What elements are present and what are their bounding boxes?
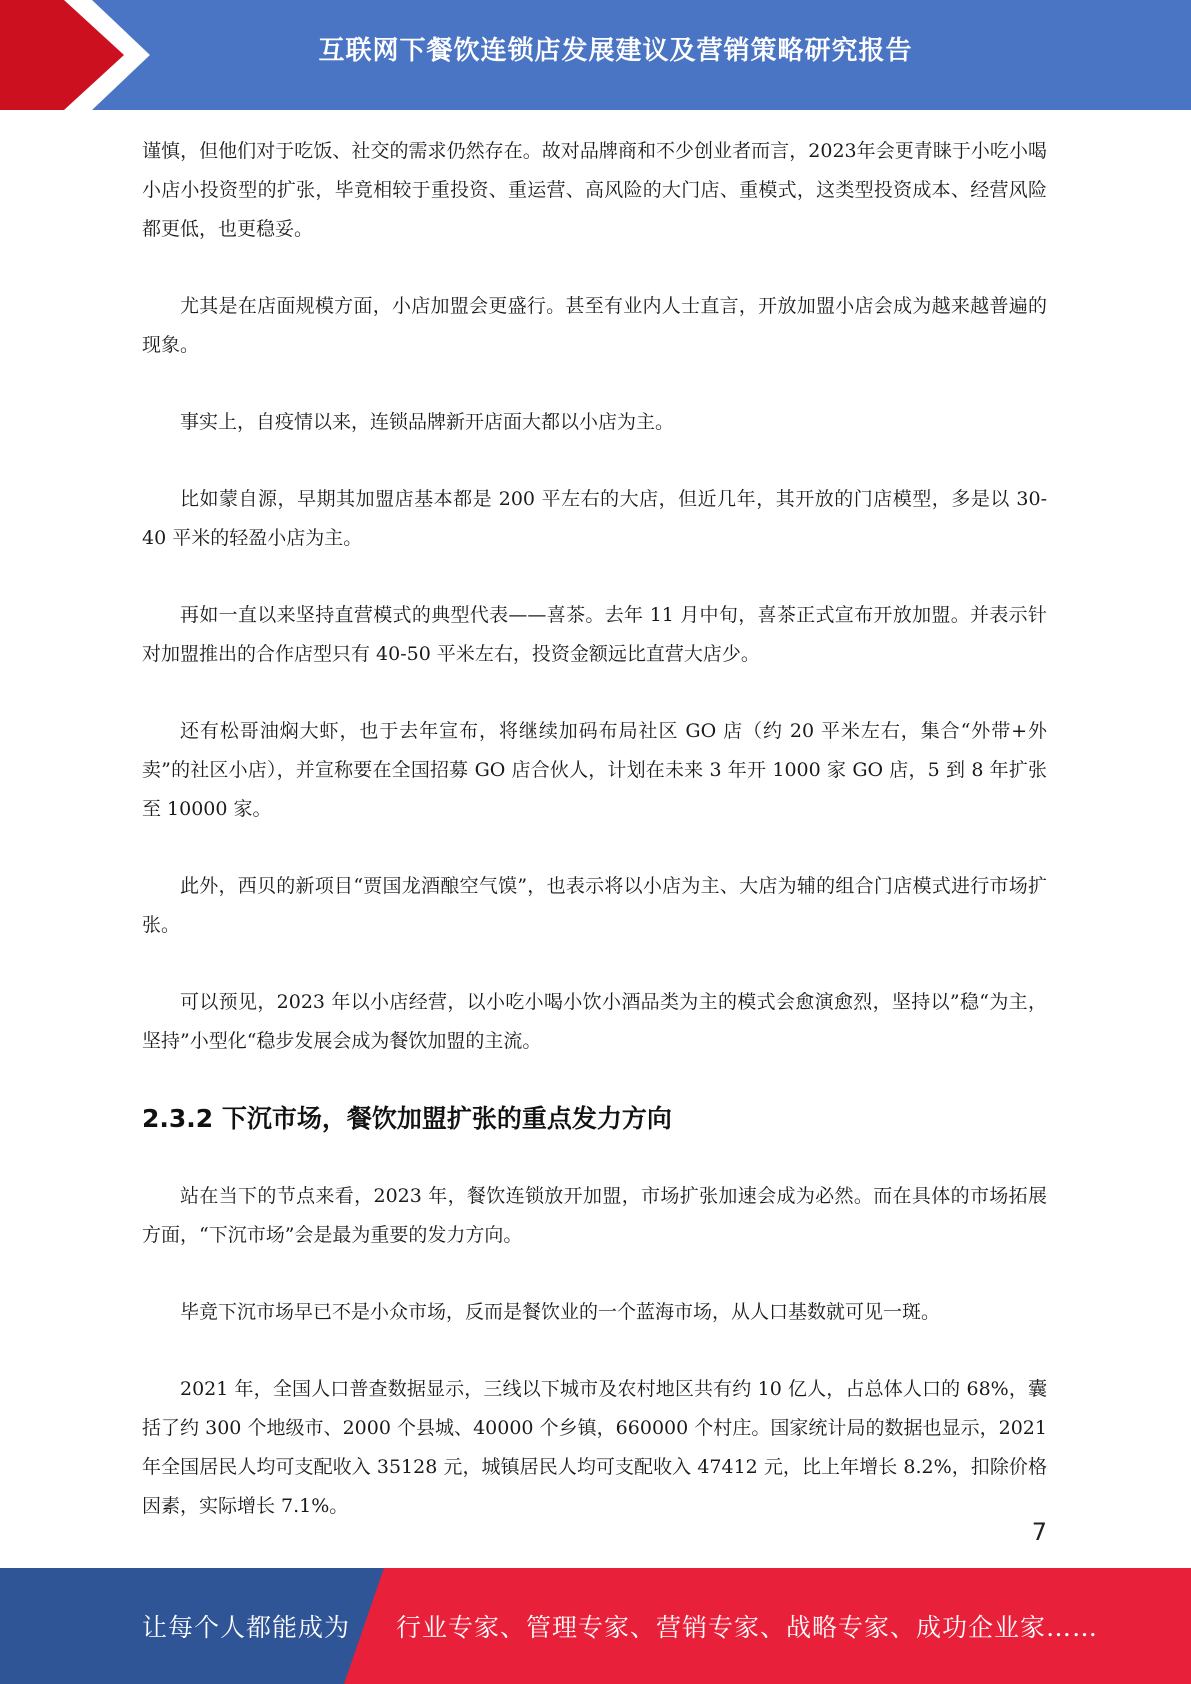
paragraph: 2021 年，全国人口普查数据显示，三线以下城市及农村地区共有约 10 亿人，占总体人口的 68%，囊括了约 300 个地级市、2000 个县城、40000 个乡镇，660000 个村庄。国家统计局的数据也显示，2021 年全国居民人均可支配收入 35128 元，城镇居民人均可支配收入 47412 元，比上年增长 8.2%，扣除价格因素，实际增长 7.1%。 <box>142 1378 1047 1517</box>
section-heading: 2.3.2 下沉市场，餐饮加盟扩张的重点发力方向 <box>142 1104 672 1133</box>
paragraph: 可以预见，2023 年以小店经营，以小吃小喝小饮小酒品类为主的模式会愈演愈烈，坚持以”稳“为主，坚持”小型化“稳步发展会成为餐饮加盟的主流。 <box>142 991 1047 1052</box>
paragraph: 站在当下的节点来看，2023 年，餐饮连锁放开加盟，市场扩张加速会成为必然。而在具体的市场拓展方面，“下沉市场”会是最为重要的发力方向。 <box>142 1185 1047 1246</box>
paragraph: 比如蒙自源，早期其加盟店基本都是 200 平左右的大店，但近几年，其开放的门店模型，多是以 30-40 平米的轻盈小店为主。 <box>142 488 1047 549</box>
page-content <box>142 132 1047 1564</box>
footer-slogan-left: 让每个人都能成为 <box>142 1613 351 1642</box>
footer-slogan-right: 行业专家、管理专家、营销专家、战略专家、成功企业家…… <box>396 1613 1099 1642</box>
paragraph: 再如一直以来坚持直营模式的典型代表——喜茶。去年 11 月中旬，喜茶正式宣布开放加盟。并表示针对加盟推出的合作店型只有 40-50 平米左右，投资金额远比直营大店少。 <box>142 604 1047 665</box>
report-title: 互联网下餐饮连锁店发展建议及营销策略研究报告 <box>318 35 913 66</box>
page-footer <box>0 1568 1191 1684</box>
paragraph: 还有松哥油焖大虾，也于去年宣布，将继续加码布局社区 GO 店（约 20 平米左右，集合“外带+外卖”的社区小店），并宣称要在全国招募 GO 店合伙人，计划在未来 3 年开 1000 家 GO 店，5 到 8 年扩张至 10000 家。 <box>142 720 1047 820</box>
paragraph: 谨慎，但他们对于吃饭、社交的需求仍然存在。故对品牌商和不少创业者而言，2023年会更青睐于小吃小喝小店小投资型的扩张，毕竟相较于重投资、重运营、高风险的大门店、重模式，这类型投资成本、经营风险都更低，也更稳妥。 <box>142 140 1047 240</box>
page-number: 7 <box>1031 1518 1047 1546</box>
paragraph: 尤其是在店面规模方面，小店加盟会更盛行。甚至有业内人士直言，开放加盟小店会成为越来越普遍的现象。 <box>142 295 1047 356</box>
paragraph: 事实上，自疫情以来，连锁品牌新开店面大都以小店为主。 <box>180 411 675 433</box>
page-header <box>0 0 1191 110</box>
paragraph: 毕竟下沉市场早已不是小众市场，反而是餐饮业的一个蓝海市场，从人口基数就可见一斑。 <box>180 1301 941 1323</box>
paragraph: 此外，西贝的新项目“贾国龙酒酿空气馍”，也表示将以小店为主、大店为辅的组合门店模式进行市场扩张。 <box>142 875 1047 936</box>
